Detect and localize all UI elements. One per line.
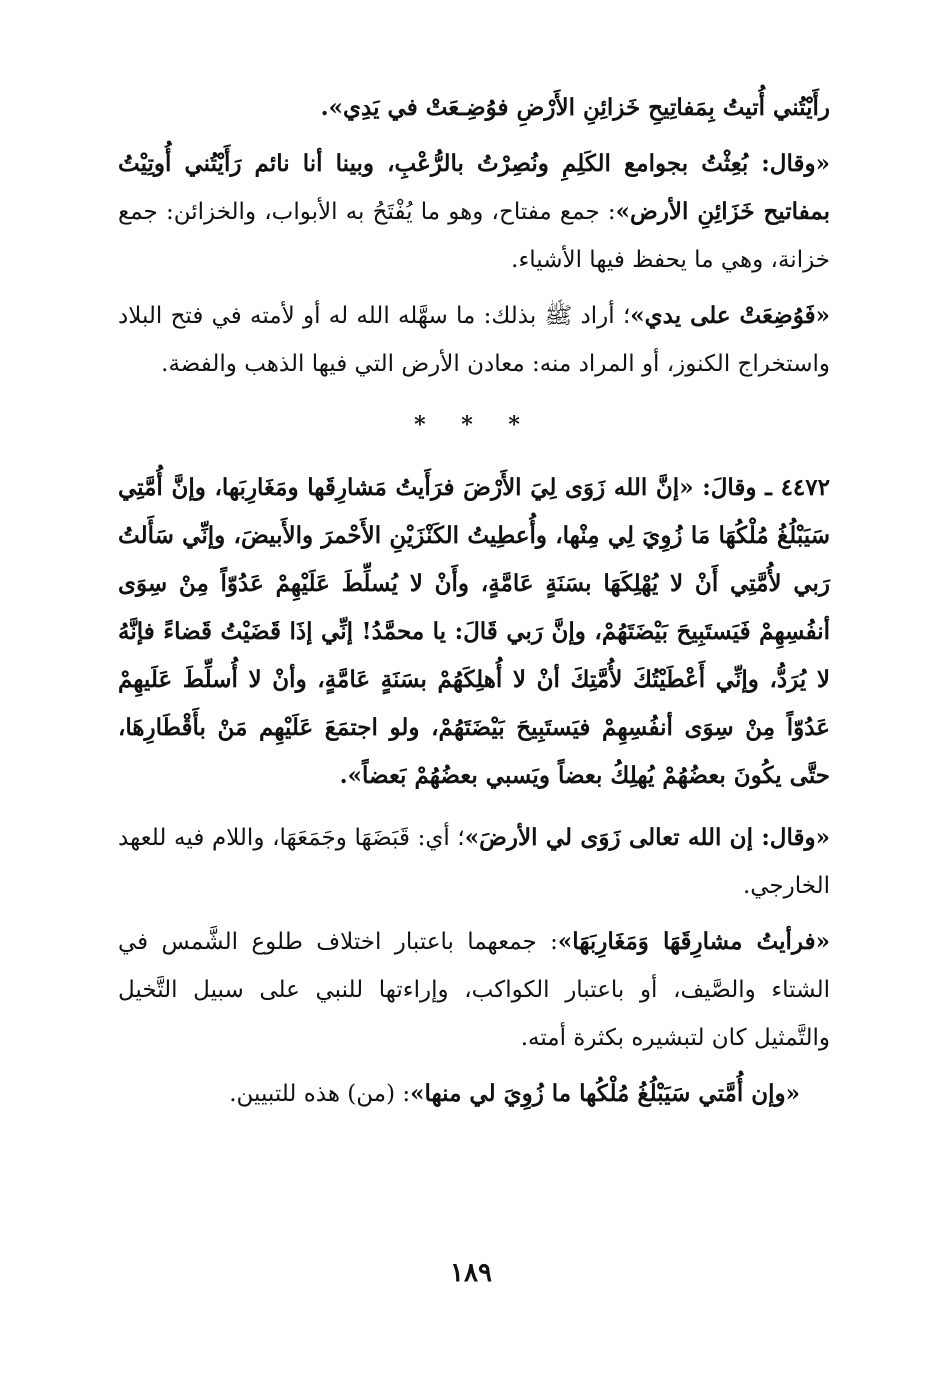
hadith-text: ٤٤٧٢ ـ وقالَ: «إنَّ الله زَوَى لِيَ الأَرْضَ فرَأَيتُ مَشارِقَها ومَغَارِبَها، وإنَّ أُمَّتِي سَيَبْلُغُ مُلْكُهَا مَا زُوِيَ لِي مِنْها، وأُعطِيتُ الكَنْزَيْنِ الأَحْمرَ والأَبيضَ، وإنِّي سَأَلتُ رَبي لأُمَّتِي أَنْ لا يُهْلِكَهَا بسَنَةٍ عَامَّةٍ، وأَنْ لا يُسلِّطَ عَلَيْهِمْ عَدُوّاً مِنْ سِوَى أنفُسِهِمْ فَيَستَبِيحَ بَيْضَتَهُمْ، وإنَّ رَبي قَالَ: يا محمَّدُ! إنِّي إذَا قَضَيْتُ قَضاءً فإنَّهُ لا يُرَدُّ، وإنِّي أَعْطَيْتُكَ لأُمَّتِكَ أنْ لا أُهلِكَهُمْ بسَنَةٍ عَامَّةٍ، وأنْ لا أُسلِّطَ عَلَيهِمْ عَدُوّاً مِنْ سِوَى أنفُسِهِمْ فيَستَبِيحَ بَيْضَتَهُمْ، ولو اجتمَعَ عَلَيْهِم مَنْ بأَقْطَارِهَا، حتَّى يكُونَ بعضُهُمْ يُهلِكُ بعضاً ويَسبي بعضُهُمْ بَعضاً».: [118, 474, 830, 789]
paragraph-commentary-4: [118, 918, 830, 1062]
commentary-text: : جمع مفتاح، وهو ما يُفْتَحُ به الأبواب، والخزائن: جمع خزانة، وهي ما يحفظ فيها الأشياء.: [118, 199, 830, 273]
quoted-phrase: «وقال: بُعِثْتُ بجوامع الكَلِمِ ونُصِرْتُ بالرُّعْبِ، وبينا أنا نائم رَأَيْتُني أُوتِيْتُ بمفاتيح خَزَائِنِ الأرض»: [118, 150, 830, 225]
hadith-text-ending: رأَيْتُني أُتيتُ بِمَفاتِيحِ خَزائِنِ الأَرْضِ فوُضِـعَتْ في يَدِي».: [320, 94, 830, 121]
commentary-text: : جمعهما باعتبار اختلاف طلوع الشَّمس في الشتاء والصَّيف، أو باعتبار الكواكب، وإراءتها للنبي على سبيل التَّخيل والتَّمثيل كان لتبشيره بكثرة أمته.: [118, 929, 830, 1051]
commentary-text: : (من) هذه للتبيين.: [229, 1081, 411, 1107]
spacer: [118, 1062, 830, 1070]
section-separator: * * *: [414, 412, 534, 438]
spacer: [118, 800, 830, 814]
commentary-text: ؛ أي: قَبَضَهَا وجَمَعَهَا، واللام فيه للعهد الخارجي.: [118, 825, 830, 899]
paragraph-hadith-end: [118, 84, 830, 132]
spacer: [118, 132, 830, 140]
spacer: [118, 910, 830, 918]
quoted-phrase: «فَوُضِعَتْ على يدي»: [630, 302, 831, 329]
paragraph-commentary-1: [118, 140, 830, 284]
quoted-phrase: «وقال: إن الله تعالى زَوَى لي الأرضَ»: [464, 824, 831, 851]
book-page: [118, 84, 830, 1118]
paragraph-hadith-4472: [118, 464, 830, 800]
paragraph-commentary-3: [118, 814, 830, 910]
paragraph-commentary-2: [118, 292, 830, 388]
spacer: [118, 284, 830, 292]
commentary-text: ؛ أراد ﷺ بذلك: ما سهَّله الله له أو لأمته في فتح البلاد واستخراج الكنوز، أو المراد منه: معادن الأرض التي فيها الذهب والفضة.: [118, 303, 830, 377]
page-number: ١٨٩: [450, 1258, 492, 1288]
paragraph-commentary-5: [118, 1070, 830, 1118]
quoted-phrase: «فرأيتُ مشارِقَهَا وَمَغَارِبَهَا»: [557, 928, 830, 955]
quoted-phrase: «وإن أُمَّتي سَيَبْلُغُ مُلْكُها ما زُوِيَ لي منها»: [410, 1080, 800, 1107]
